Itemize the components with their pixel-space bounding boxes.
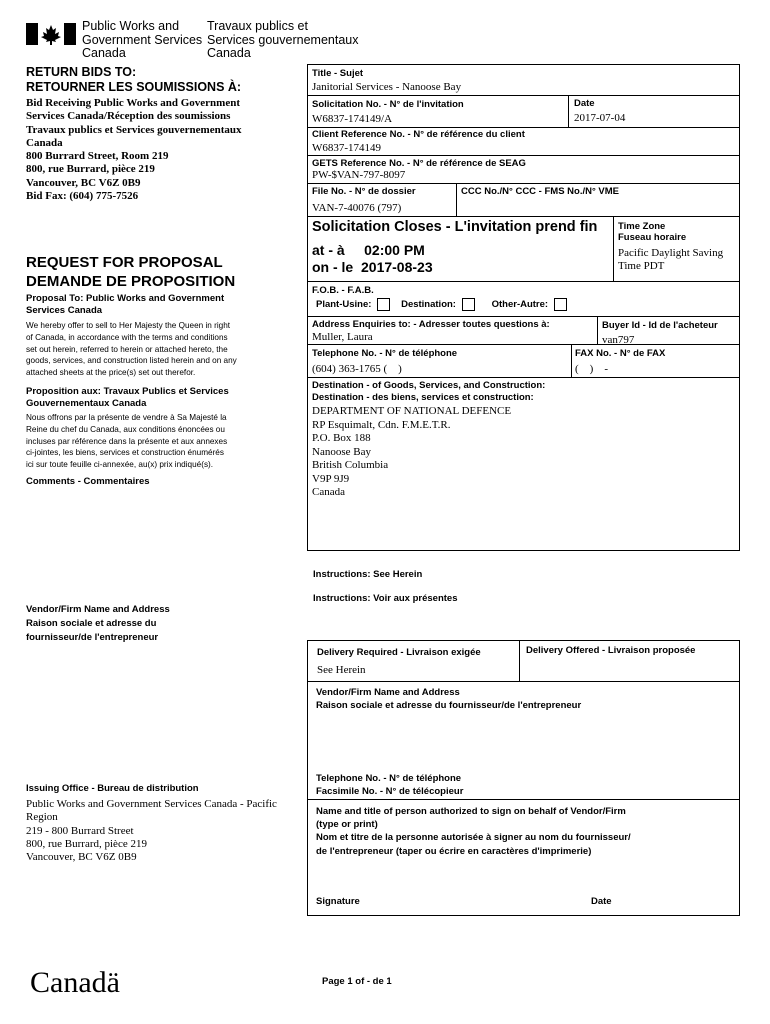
title-label: Title - Sujet [312,68,364,79]
client-ref-value: W6837-174149 [312,142,382,154]
telephone-label: Telephone No. - N° de téléphone [312,348,458,359]
gets-ref-value: PW-$VAN-797-8097 [312,169,406,181]
time-zone-value: Pacific Daylight Saving Time PDT [618,247,724,272]
proposition-aux-heading: Proposition aux: Travaux Publics et Services Gouvernementaux Canada [26,386,229,409]
department-name-fr: Travaux publics et Services gouvernementaux Canada [207,19,359,60]
instructions-voir: Instructions: Voir aux présentes [313,593,458,604]
telephone-fax-label: Telephone No. - N° de téléphone Facsimile No. - N° de télécopieur [316,773,464,797]
telephone-value: (604) 363-1765 ( ) [312,363,402,375]
closing-date: on - le 2017-08-23 [312,259,433,275]
buyer-id-value: van797 [602,334,635,346]
return-bids-heading: RETURN BIDS TO: RETOURNER LES SOUMISSIONS À: [26,65,242,94]
destination-goods-value: DEPARTMENT OF NATIONAL DEFENCE RP Esquimalt, Cdn. F.M.E.T.R. P.O. Box 188 Nanoose Bay British Columbia V9P 9J9 Canada [312,405,512,498]
closing-time: at - à 02:00 PM [312,242,425,258]
file-no-label: File No. - N° de dossier [312,186,416,197]
destination-label: Destination: [401,299,456,311]
fob-options [316,298,573,311]
address-enquiries-label: Address Enquiries to: - Adresser toutes questions à: [312,319,550,330]
canada-wordmark: Canadä [30,966,120,999]
plant-label: Plant-Usine: [316,299,372,311]
date-value: 2017-07-04 [574,112,626,124]
signature-date-label: Date [591,896,612,907]
vendor-firm-label-left: Vendor/Firm Name and Address Raison sociale et adresse du fournisseur/de l'entrepreneur [26,604,170,643]
destination-goods-label: Destination - of Goods, Services, and Construction: Destination - des biens, services et construction: [312,380,546,403]
date-label: Date [574,98,595,109]
instructions-see-herein: Instructions: See Herein [313,569,423,580]
canada-flag-symbol [26,23,76,45]
solicitation-closes-title: Solicitation Closes - L'invitation prend fin [312,219,598,235]
fax-label: FAX No. - N° de FAX [575,348,666,359]
signature-label: Signature [316,896,360,907]
other-checkbox[interactable] [554,298,567,311]
plant-checkbox[interactable] [377,298,390,311]
fax-value: ( ) - [575,363,608,375]
file-no-value: VAN-7-40076 (797) [312,202,402,214]
destination-checkbox[interactable] [462,298,475,311]
return-address: Bid Receiving Public Works and Government Services Canada/Réception des soumissions Travaux publics et Services gouvernementaux Canada 800 Burrard Street, Room 219 800, rue Burrard, pièce 219 Vancouver, BC V6Z 0B9 Bid Fax: (604) 775-7526 [26,97,242,203]
department-name-en: Public Works and Government Services Canada [82,19,203,60]
vendor-firm-label: Vendor/Firm Name and Address Raison sociale et adresse du fournisseur/de l'entrepreneur [316,687,582,711]
issuing-office-label: Issuing Office - Bureau de distribution [26,783,199,794]
delivery-required-value: See Herein [317,664,366,676]
page-number: Page 1 of - de 1 [322,976,392,987]
other-label: Other-Autre: [491,299,549,311]
client-ref-label: Client Reference No. - N° de référence du client [312,129,525,140]
comments-label: Comments - Commentaires [26,476,150,487]
solicitation-no-label: Solicitation No. - N° de l'invitation [312,99,464,110]
delivery-required-label: Delivery Required - Livraison exigée [317,647,481,658]
delivery-offered-label: Delivery Offered - Livraison proposée [526,645,696,656]
fob-label: F.O.B. - F.A.B. [312,285,374,296]
buyer-id-label: Buyer Id - Id de l'acheteur [602,320,718,331]
title-value: Janitorial Services - Nanoose Bay [312,81,462,93]
proposition-text: Nous offrons par la présente de vendre à Sa Majesté la Reine du chef du Canada, aux conditions énoncées ou incluses par référence dans la présente et aux annexes ci-jointes, les biens, services et construction énumérés ici sur toute feuille ci-annexée, au(x) prix indiqué(s). [26,413,228,470]
address-enquiries-value: Muller, Laura [312,331,373,343]
ccc-no-label: CCC No./N° CCC - FMS No./N° VME [461,186,620,197]
authorized-signer-label: Name and title of person authorized to sign on behalf of Vendor/Firm (type or print) Nom et titre de la personne autorisée à signer au nom du fournisseur/ de l'entrepreneur (taper ou écrire en caractères d'imprimerie) [316,806,631,857]
gets-ref-label: GETS Reference No. - N° de référence de SEAG [312,158,526,169]
proposal-to-heading: Proposal To: Public Works and Government Services Canada [26,293,225,316]
solicitation-no-value: W6837-174149/A [312,113,393,125]
issuing-office-address: Public Works and Government Services Canada - Pacific Region 219 - 800 Burrard Street 800, rue Burrard, pièce 219 Vancouver, BC V6Z 0B9 [26,798,277,864]
time-zone-label: Time Zone Fuseau horaire [618,221,687,243]
proposal-to-text: We hereby offer to sell to Her Majesty the Queen in right of Canada, in accordance with the terms and conditions set out herein, referred to herein or attached hereto, the goods, services, and construction listed herein and on any attached sheets at the price(s) set out therefor. [26,321,237,378]
rfp-title: REQUEST FOR PROPOSAL DEMANDE DE PROPOSITION [26,254,236,290]
